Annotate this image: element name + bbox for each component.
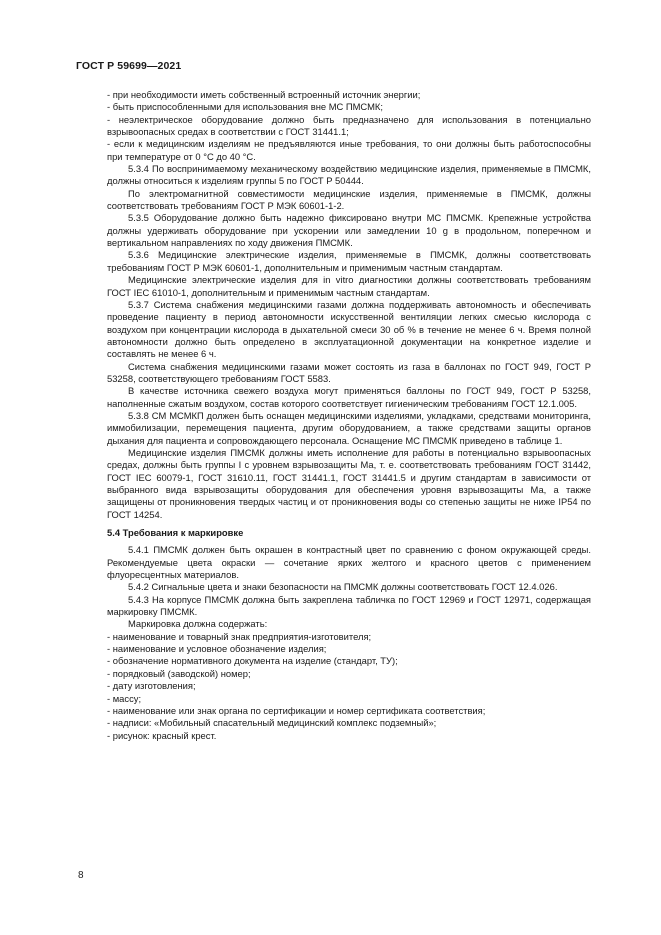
paragraph: Медицинские изделия ПМСМК должны иметь исполнение для работы в потенциально взрывоопасных средах, должны быть группы I с уровнем взрывозащиты Ма, т. е. соответствовать требованиям ГОСТ 31442, ГОСТ IEC 60079-1, ГОСТ 31610.11, ГОСТ 31441.1, ГОСТ 31441.5 и другим стандартам в зависимости от выбранного вида взрывозащиты оборудования для обеспечения уровня взрывозащиты Ма, а также защищены от проникновения твердых частиц и от проникновения воды со степенью защиты не ниже IP54 по ГОСТ 14254. (107, 446, 591, 520)
paragraph: Маркировка должна содержать: (128, 618, 268, 630)
list-item: - дату изготовления; (107, 680, 196, 692)
document-header: ГОСТ Р 59699—2021 (76, 60, 182, 72)
paragraph: В качестве источника свежего воздуха могут применяться баллоны по ГОСТ 949, ГОСТ Р 53258, наполненные сжатым воздухом, состав которого соответствует гигиеническим требованиям ГОСТ 12.1.005. (107, 385, 591, 409)
list-item: - неэлектрическое оборудование должно быть предназначено для использования в потенциально взрывоопасных средах в соответствии с ГОСТ 31441.1; (107, 113, 591, 138)
page-number: 8 (78, 870, 84, 881)
list-item: - наименование или знак органа по сертификации и номер сертификата соответствия; (107, 704, 486, 716)
section-heading-5-4: 5.4 Требования к маркировке (107, 527, 244, 539)
list-item: - наименование и товарный знак предприятия-изготовителя; (107, 630, 372, 642)
paragraph-5-4-2: 5.4.2 Сигнальные цвета и знаки безопасности на ПМСМК должны соответствовать ГОСТ 12.4.026. (128, 581, 558, 593)
list-item: - рисунок: красный крест. (107, 729, 217, 741)
document-body (107, 89, 591, 742)
paragraph-5-3-5: 5.3.5 Оборудование должно быть надежно фиксировано внутри МС ПМСМК. Крепежные устройства должны удерживать оборудование при ускорении или замедлении 10 g в продольном, поперечном и вертикальном направлениях по ходу движения ПМСМК. (107, 212, 591, 249)
list-item: - быть приспособленными для использования вне МС ПМСМК; (107, 101, 383, 113)
list-item: - массу; (107, 692, 142, 704)
list-item: - порядковый (заводской) номер; (107, 667, 251, 679)
list-item: - наименование и условное обозначение изделия; (107, 643, 327, 655)
list-item: - если к медицинским изделиям не предъявляются иные требования, то они должны быть работоспособны при температуре от 0 °С до 40 °С. (107, 138, 591, 162)
paragraph-5-3-8: 5.3.8 СМ МСМКП должен быть оснащен медицинскими изделиями, укладками, средствами мониторинга, иммобилизации, перемещения пациента, другим оборудованием, а также средствами защиты органов дыхания для пациента и сопровождающего персонала. Оснащение МС ПМСМК приведено в таблице 1. (107, 409, 591, 446)
paragraph-5-4-1: 5.4.1 ПМСМК должен быть окрашен в контрастный цвет по сравнению с фоном окружающей среды. Рекомендуемые цвета окраски — сочетание ярких желтого и красного цветов с применением флуоресцентных материалов. (107, 544, 591, 581)
paragraph: Система снабжения медицинскими газами может состоять из газа в баллонах по ГОСТ 949, ГОСТ Р 53258, соответствующего требованиям ГОСТ 5583. (107, 360, 591, 384)
paragraph: Медицинские электрические изделия для in vitro диагностики должны соответствовать требованиям ГОСТ IEC 61010-1, дополнительным и применимым частным стандартам. (107, 274, 591, 298)
list-item: - обозначение нормативного документа на изделие (стандарт, ТУ); (107, 655, 398, 667)
paragraph-5-3-7: 5.3.7 Система снабжения медицинскими газами должна поддерживать автономность и обеспечивать проведение пациенту в период автономности искусственной вентиляции легких смесью кислорода с воздухом при концентрации кислорода в дыхательной смеси 30 об % в течение не менее 6 ч. Время полной автономности должно быть определено в эксплуатационной документации на конкретное изделие и составлять не менее 6 ч. (107, 298, 591, 360)
list-item: - при необходимости иметь собственный встроенный источник энергии; (107, 89, 421, 100)
list-item: - надписи: «Мобильный спасательный медицинский комплекс подземный»; (107, 717, 437, 729)
paragraph-5-3-4: 5.3.4 По воспринимаемому механическому воздействию медицинские изделия, применяемые в ПМСМК, должны относиться к изделиям группы 5 по ГОСТ Р 50444. (107, 163, 591, 187)
paragraph-5-3-6: 5.3.6 Медицинские электрические изделия, применяемые в ПМСМК, должны соответствовать требованиям ГОСТ Р МЭК 60601-1, дополнительным и применимым частным стандартам. (107, 249, 591, 273)
paragraph: По электромагнитной совместимости медицинские изделия, применяемые в ПМСМК, должны соответствовать требованиям ГОСТ Р МЭК 60601-1-2. (107, 187, 591, 212)
paragraph-5-4-3: 5.4.3 На корпусе ПМСМК должна быть закреплена табличка по ГОСТ 12969 и ГОСТ 12971, содержащая маркировку ПМСМК. (107, 593, 591, 618)
